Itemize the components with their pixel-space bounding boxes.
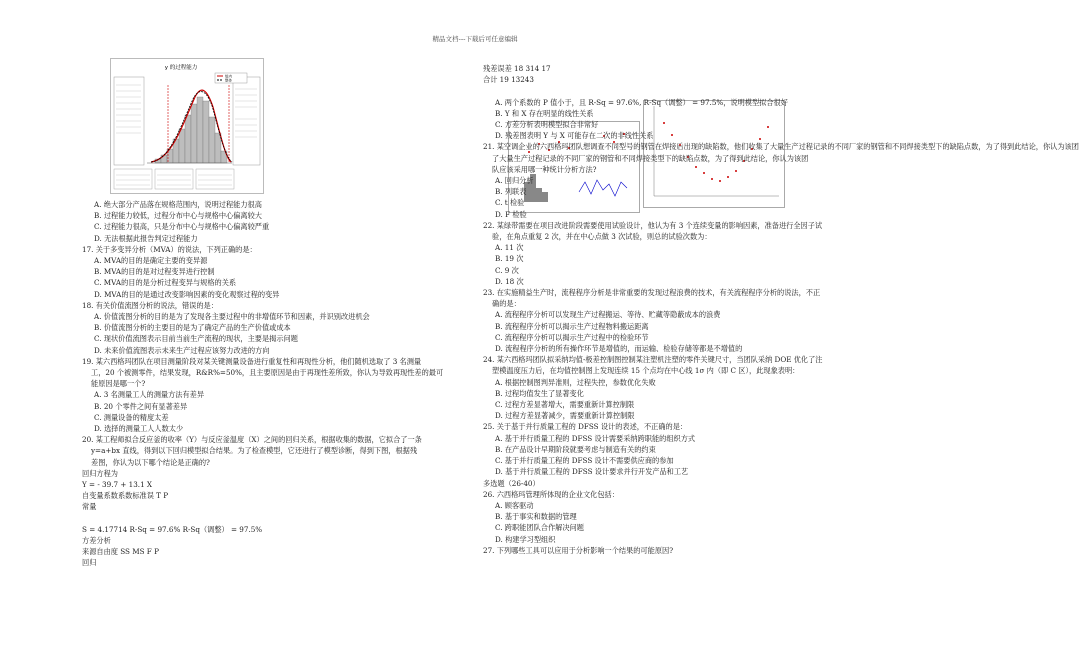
option-line: B. Y 和 X 存在明显的线性关系: [495, 108, 594, 118]
question-line: 合计 19 13243: [483, 75, 534, 85]
option-line: D. 残差图表明 Y 与 X 可能存在二次的非线性关系: [495, 131, 654, 141]
option-line: A. 价值流图分析的目的是为了发现各主要过程中的非增值环节和因素，并识别改进机会: [94, 312, 370, 322]
option-line: B. 列联表: [495, 187, 527, 197]
question-line: [483, 85, 903, 96]
process-capability-figure: [110, 58, 264, 194]
option-line: C. 过程方差显著增大，需要重新计算控制限: [495, 400, 635, 410]
option-line: C. 跨职能团队合作解决问题: [495, 523, 584, 533]
question-line: 差图，你认为以下哪个结论是正确的?: [91, 457, 210, 467]
question-line: 27. 下列哪些工具可以应用于分析影响一个结果的可能原因?: [483, 545, 674, 555]
question-line: 确的是：: [492, 299, 521, 309]
question-line: 方差分析: [82, 536, 111, 546]
option-line: D. 选择的测量工人人数太少: [94, 424, 184, 434]
option-line: B. 在产品设计早期阶段就要考虑与制造有关的约束: [495, 444, 656, 454]
page-header: 精品文档---下载后可任意编辑: [432, 35, 518, 43]
option-line: C. 现状价值流图表示目前当前生产流程的现状，主要是揭示问题: [94, 334, 298, 344]
option-line: B. MVA的目的是对过程变异进行控制: [94, 267, 215, 277]
option-line: C. 过程能力很高，只是分布中心与规格中心偏离较严重: [94, 222, 270, 232]
option-line: A. 流程程序分析可以发现生产过程搬运、等待、贮藏等隐蔽成本的浪费: [495, 310, 721, 320]
option-line: B. 过程均值发生了显著变化: [495, 388, 584, 398]
legend-overall: 整体: [225, 78, 232, 83]
option-line: C. 基于并行质量工程的 DFSS 设计不需要供应商的参加: [495, 456, 674, 466]
question-line: y=a+bx 直线，得到以下回归模型拟合结果。为了检查模型，它还进行了模型诊断，得到下图，根据残: [91, 446, 418, 456]
option-line: B. 流程程序分析可以揭示生产过程物料搬运距离: [495, 321, 649, 331]
question-line: 25. 关于基于并行质量工程的 DFSS 设计的表述，不正确的是：: [483, 422, 688, 432]
option-line: A. 顾客驱动: [495, 500, 534, 510]
option-line: D. MVA的目的是通过改变影响因素的变化观察过程的变异: [94, 289, 280, 299]
left-column: [82, 199, 477, 569]
figure-title: y 的过程能力: [164, 65, 198, 71]
question-line: 21. 某空调企业的六西格玛团队想调查不同型号的钢管在焊接后出现的缺陷数，他们收集了大量生产过程记录的不同厂家的钢管和不同焊接类型下的缺陷点数，为了得到此结论，你认为该团: [483, 142, 1079, 152]
option-line: B. 价值流图分析的主要目的是为了确定产品的生产价值或成本: [94, 323, 291, 333]
question-line: 了大量生产过程记录的不同厂家的钢管和不同焊接类型下的缺陷点数，为了得到此结论，你认为该团: [492, 153, 809, 163]
option-line: A. MVA的目的是确定主要的变异源: [94, 256, 208, 266]
option-line: B. 19 次: [495, 254, 524, 264]
question-line: 自变量系数系数标准误 T P: [82, 491, 169, 501]
question-line: 18. 有关价值流图分析的说法，错误的是：: [82, 300, 218, 310]
option-line: B. 基于事实和数据的管理: [495, 512, 577, 522]
question-line: 24. 某六西格玛团队拟采纳均值-极差控制图控制某注塑机注塑的零件关键尺寸，当团队采纳 DOE 优化了注: [483, 355, 823, 365]
question-line: 多选题（26-40）: [483, 478, 540, 488]
question-line: 残差误差 18 314 17: [483, 64, 551, 73]
question-line: 17. 关于多变异分析（MVA）的说法，下列正确的是：: [82, 244, 257, 254]
question-line: 验，在角点重复 2 次，并在中心点做 3 次试验，则总的试验次数为：: [492, 232, 712, 242]
option-line: A. 回归分析: [495, 176, 534, 186]
option-line: D. 流程程序分析的所有操作环节是增值的，而运输、检验存储等都是不增值的: [495, 344, 743, 354]
question-line: 23. 在实施精益生产时，流程程序分析是非常重要的发现过程浪费的技术，有关流程程序分析的说法，不正: [483, 288, 821, 298]
right-column: [483, 63, 1079, 556]
question-line: 26. 六西格玛管理所体现的企业文化包括：: [483, 489, 619, 499]
option-line: A. 基于并行质量工程的 DFSS 设计需要采纳跨职能的组织方式: [495, 433, 696, 443]
option-line: C. 方差分析表明模型拟合非常好: [495, 120, 599, 129]
question-line: 19. 某六西格玛团队在项目测量阶段对某关键测量设备进行重复性和再现性分析，他们随机选取了 3 名测量: [82, 356, 422, 366]
question-line: 回归: [82, 558, 97, 568]
option-line: C. 流程程序分析可以揭示生产过程中的检验环节: [495, 332, 649, 342]
question-line: 22. 某绿带需要在项目改进阶段需要使用试验设计，他认为有 3 个连续变量的影响因素，准备进行全因子试: [483, 220, 823, 230]
question-line: 20. 某工程师拟合反应釜的收率（Y）与反应釜温度（X）之间的回归关系，根据收集的数据，它拟合了一条: [82, 435, 422, 445]
option-line: C. 测量设备的精度太差: [94, 412, 169, 422]
question-line: S = 4.17714 R-Sq = 97.6% R-Sq（调整） = 97.5%: [82, 524, 263, 534]
option-line: C. MVA的目的是分析过程变异与规格的关系: [94, 278, 237, 288]
option-line: D. 构建学习型组织: [495, 534, 556, 544]
question-line: 塑模温度压力后，在均值控制图上发现连续 15 个点均在中心线 1σ 内（即 C 区），此现象表明：: [492, 366, 800, 376]
question-line: 工，20 个被测零件，结果发现，R&R%=50%，且主要原因是由于再现性差所致，你认为导致再现性差的最可: [91, 368, 444, 378]
option-line: D. 基于并行质量工程的 DFSS 设计要求并行开发产品和工艺: [495, 467, 689, 477]
option-line: B. 过程能力较低，过程分布中心与规格中心偏离较大: [94, 211, 262, 221]
option-line: D. 未来价值流图表示未来生产过程应该努力改进的方向: [94, 345, 270, 355]
option-line: D. 18 次: [495, 276, 524, 286]
process-capability-chart: [111, 59, 263, 193]
question-line: 回归方程为: [82, 468, 118, 478]
option-line: A. 11 次: [495, 243, 524, 253]
option-line: D. 无法根据此报告判定过程能力: [94, 233, 198, 243]
option-line: C. t 检验: [495, 198, 525, 208]
legend-within: 组内: [225, 74, 232, 79]
question-line: Y = - 39.7 + 13.1 X: [82, 480, 153, 490]
option-line: C. 9 次: [495, 265, 519, 275]
option-line: D. 过程方差显著减少，需要重新计算控制限: [495, 411, 635, 421]
question-line: [82, 513, 477, 524]
option-line: B. 20 个零件之间有显著差异: [94, 401, 188, 411]
option-line: A. 两个系数的 P 值小于，且 R-Sq = 97.6%, R-Sq（调整） = 97.5%，说明模型拟合很好: [495, 97, 788, 107]
option-line: D. F 检验: [495, 209, 527, 219]
question-line: 常量: [82, 502, 97, 512]
question-line: 队应该采用哪一种统计分析方法?: [492, 164, 597, 174]
option-line: A. 3 名测量工人的测量方法有差异: [94, 390, 205, 400]
option-line: A. 绝大部分产品落在规格范围内，说明过程能力很高: [94, 200, 262, 209]
question-line: 能原因是哪一个?: [91, 379, 146, 389]
question-line: 来源自由度 SS MS F P: [82, 547, 159, 557]
option-line: A. 根据控制图判异准则，过程失控，参数优化失败: [495, 377, 656, 387]
